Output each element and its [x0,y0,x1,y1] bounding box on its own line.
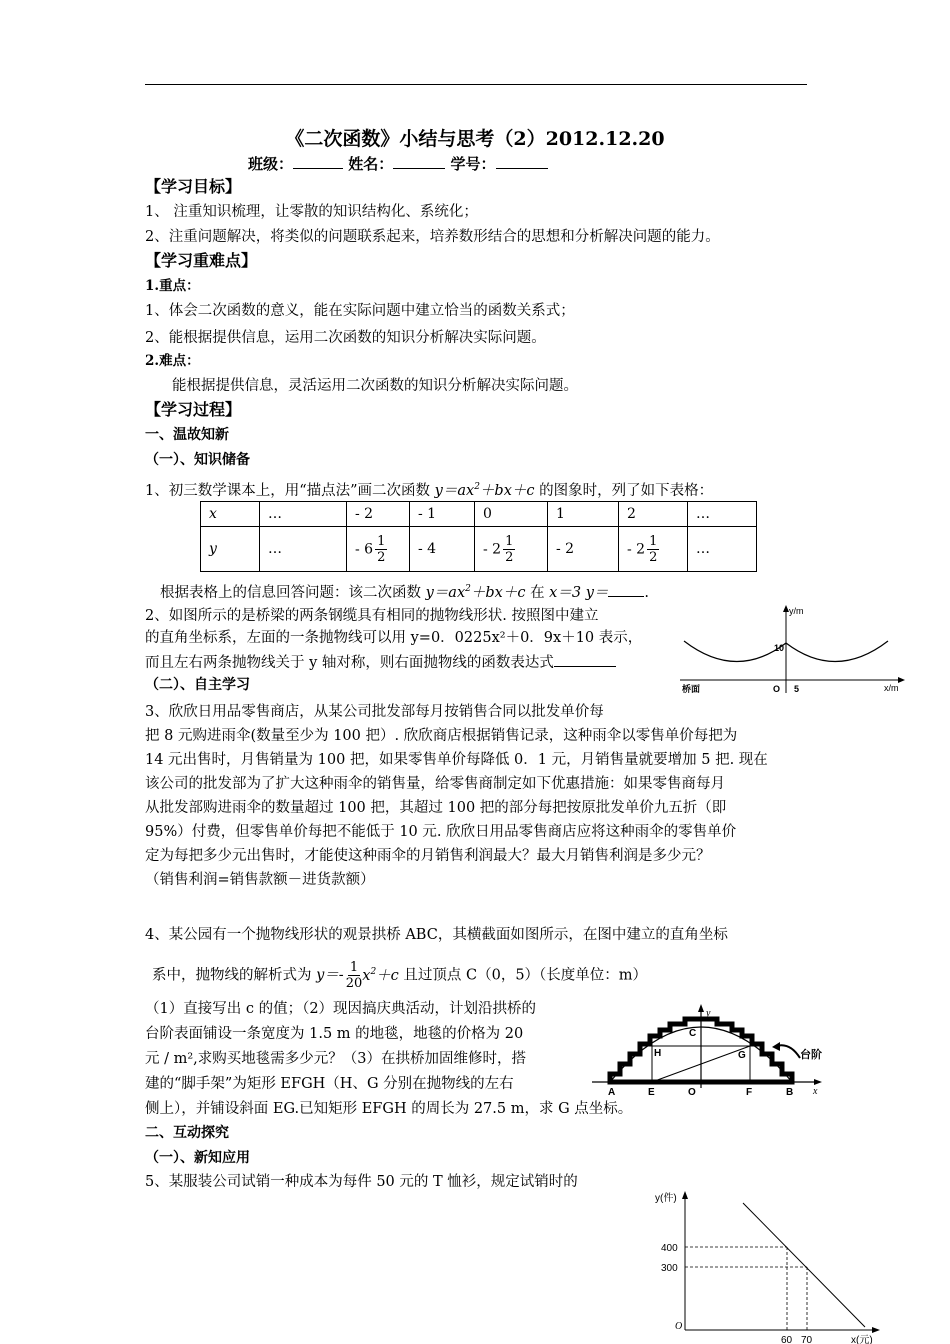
q1-answer-prefix: 根据表格上的信息回答问题：该二次函数 [160,584,421,601]
sub1-heading: （一）、知识储备 [145,452,250,468]
q1-prefix: 1、初三数学课本上，用“描点法”画二次函数 [145,482,431,499]
point-g: G [738,1050,746,1061]
tick-70: 70 [801,1335,813,1344]
q1-answer-y: y＝ [585,584,609,601]
table-cell [619,527,688,572]
table-cell: 0 [475,502,548,527]
difficulty-label: 2.难点： [145,353,200,369]
q2-blank[interactable] [554,650,616,667]
table-cell: … [688,502,757,527]
q3-line: 该公司的批发部为了扩大这种雨伞的销售量，给零售商制定如下优惠措施：如果零售商每月 [145,776,725,792]
goals-heading: 【学习目标】 [145,177,242,196]
point-e: E [648,1087,655,1098]
x-axis-label: x/m [884,683,899,693]
x-axis-label: x(元) [851,1335,873,1344]
q4-line1: 4、某公园有一个抛物线形状的观景拱桥 ABC，其横截面如图所示，在图中建立的直角坐标 [145,927,728,943]
x-axis-arrow [872,1327,880,1333]
goal-item: 1、 注重知识梳理，让零散的知识结构化、系统化； [145,204,478,220]
right-cable [786,641,888,662]
focus-label: 1.重点： [145,278,200,294]
q4-line: （1）直接写出 c 的值；（2）现因搞庆典活动，计划沿拱桥的 [145,1001,537,1017]
q1-answer-x: x＝3 [549,584,582,601]
q3-line: 14 元出售时，月售销量为 100 把，如果零售单价每降低 0．1 元，月销售量就要增加 5 把. 现在 [145,752,768,768]
x-axis-arrow [814,1079,822,1085]
point-a: A [608,1087,616,1098]
q1-formula: $y=ax^2+bx+c$ [434,482,535,499]
step-arrow-head [772,1042,780,1051]
difficulty-text: 能根据提供信息，灵活运用二次函数的知识分析解决实际问题。 [172,378,578,394]
step-label: 台阶 [800,1048,822,1061]
class-blank[interactable] [293,152,343,169]
q2-line: 2、如图所示的是桥梁的两条钢缆具有相同的抛物线形状. 按照图中建立 [145,608,599,624]
q1-suffix: 的图象时，列了如下表格： [539,482,714,499]
steps [610,1019,792,1082]
q4-line: 建的“脚手架”为矩形 EFGH（H、G 分别在抛物线的左右 [145,1076,514,1092]
q3-line: 从批发部购进雨伞的数量超过 100 把，其超过 100 把的部分每把按原批发单价九五折（即 [145,800,727,816]
y-fraction: $\frac{1}{2}$ [377,533,386,565]
q2-line-text: 而且左右两条抛物线关于 y 轴对称，则右面抛物线的函数表达式 [145,655,554,671]
section2-heading: 二、互动探究 [145,1125,229,1141]
name-label: 姓名： [348,155,394,173]
y-fraction: $\frac{1}{2}$ [505,533,514,565]
tick-400: 400 [661,1243,678,1254]
class-label: 班级： [248,155,294,173]
q2-line: 的直角坐标系，左面的一条抛物线可以用 y=0．0225x²＋0．9x＋10 表示， [145,630,643,646]
table-cell [347,527,410,572]
q4-block [145,997,632,1122]
q3-line: 95%）付费，但零售单价每把不能低于 10 元. 欣欣日用品零售商店应将这种雨伞的零售单价 [145,824,737,840]
y-value: - 2 [483,541,502,557]
point-o: O [688,1087,696,1098]
x-axis-arrow [898,677,905,683]
label-five: 5 [794,684,800,694]
point-c: C [689,1028,697,1039]
focus-item: 2、能根据提供信息，运用二次函数的知识分析解决实际问题。 [145,330,546,346]
left-cable [684,641,786,662]
point-h: H [654,1048,662,1059]
id-label: 学号： [450,155,496,173]
table-cell: 1 [548,502,619,527]
page-title: 《二次函数》小结与思考（2）2012.12.20 [285,128,665,150]
bridge-label: 桥面 [682,684,701,694]
sub3-heading: （一）、新知应用 [145,1150,250,1166]
student-info [248,152,548,174]
q4-fraction: $\frac{1}{20}$ [345,960,363,991]
x-label: x [813,1086,818,1097]
q3-line: （销售利润=销售款额－进货款额） [145,872,375,888]
y-value: - 2 [627,541,646,557]
y-axis-arrow [682,1191,688,1199]
key-heading: 【学习重难点】 [145,251,258,270]
q5-line-chart [655,1185,890,1344]
table-cell: y [201,527,260,572]
focus-item: 1、体会二次函数的意义，能在实际问题中建立恰当的函数关系式； [145,303,575,319]
q1-answer-blank[interactable] [608,580,644,597]
q4-line2-suffix: 且过顶点 C（0，5）（长度单位：m） [403,967,648,984]
q1-answer: 根据表格上的信息回答问题：该二次函数 $y=ax^2+bx+c$ 在 x＝3 y＝ . [160,579,649,603]
section1-heading: 一、温故知新 [145,427,229,443]
id-blank[interactable] [496,152,548,169]
demand-line [743,1203,865,1327]
label-ten: 10 [774,643,785,653]
table-cell: - 2 [347,502,410,527]
bridge-cable-figure [676,603,906,695]
q4-line2: 系中，抛物线的解析式为 y＝- $\frac{1}{20}$ $x^2+c$ 且过顶点 C（0，5）（长度单位：m） [152,960,648,991]
q2-line [145,650,616,673]
y-axis-arrow [698,1004,704,1012]
goal-item: 2、注重问题解决，将类似的问题联系起来，培养数形结合的思想和分析解决问题的能力。 [145,229,720,245]
point-b: B [786,1087,794,1098]
table-cell: - 2 [548,527,619,572]
q1-table [200,501,757,572]
table-cell: … [260,527,347,572]
q1-text [145,477,713,501]
y-axis-label: y(件) [655,1193,677,1204]
q4-line: 侧上），并铺设斜面 EG.已知矩形 EFGH 的周长为 27.5 m，求 G 点坐标。 [145,1101,633,1117]
header-rule [145,84,807,85]
table-cell: - 4 [410,527,475,572]
q4-line2-prefix: 系中，抛物线的解析式为 [152,967,312,984]
y-label: y [706,1008,711,1019]
point-f: F [746,1087,753,1098]
q4-line: 元 / m²,求购买地毯需多少元？（3）在拱桥加固维修时，搭 [145,1051,526,1067]
q3-line: 定为每把多少元出售时，才能使这种雨伞的月销售利润最大？最大月销售利润是多少元？ [145,848,711,864]
y-axis-label: y/m [789,606,804,616]
table-cell: - 1 [410,502,475,527]
table-cell: … [688,527,757,572]
name-blank[interactable] [393,152,445,169]
table-cell: 2 [619,502,688,527]
q5-text: 5、某服装公司试销一种成本为每件 50 元的 T 恤衫，规定试销时的 [145,1174,578,1190]
q3-line: 把 8 元购进雨伞(数量至少为 100 把）. 欣欣商店根据销售记录，这种雨伞以零售单价每把为 [145,728,738,744]
y-fraction: $\frac{1}{2}$ [649,533,658,565]
q4-line: 台阶表面铺设一条宽度为 1.5 m 的地毯，地毯的价格为 20 [145,1026,524,1042]
arch-bridge-figure [590,1002,840,1098]
sub2-heading: （二）、自主学习 [145,677,250,693]
origin-label: O [675,1321,683,1332]
origin-label: O [773,684,781,694]
table-cell: … [260,502,347,527]
q3-line: 3、欣欣日用品零售商店，从某公司批发部每月按销售合同以批发单价每 [145,704,604,720]
table-cell [475,527,548,572]
q3-block [145,700,768,892]
table-cell: x [201,502,260,527]
q4-formula: y＝- [316,967,344,984]
q1-answer-mid: 在 [530,584,545,601]
tick-300: 300 [661,1263,678,1274]
q1-answer-formula: $y=ax^2+bx+c$ [425,584,526,601]
y-value: - 6 [355,541,374,557]
process-heading: 【学习过程】 [145,400,242,419]
tick-60: 60 [781,1335,793,1344]
